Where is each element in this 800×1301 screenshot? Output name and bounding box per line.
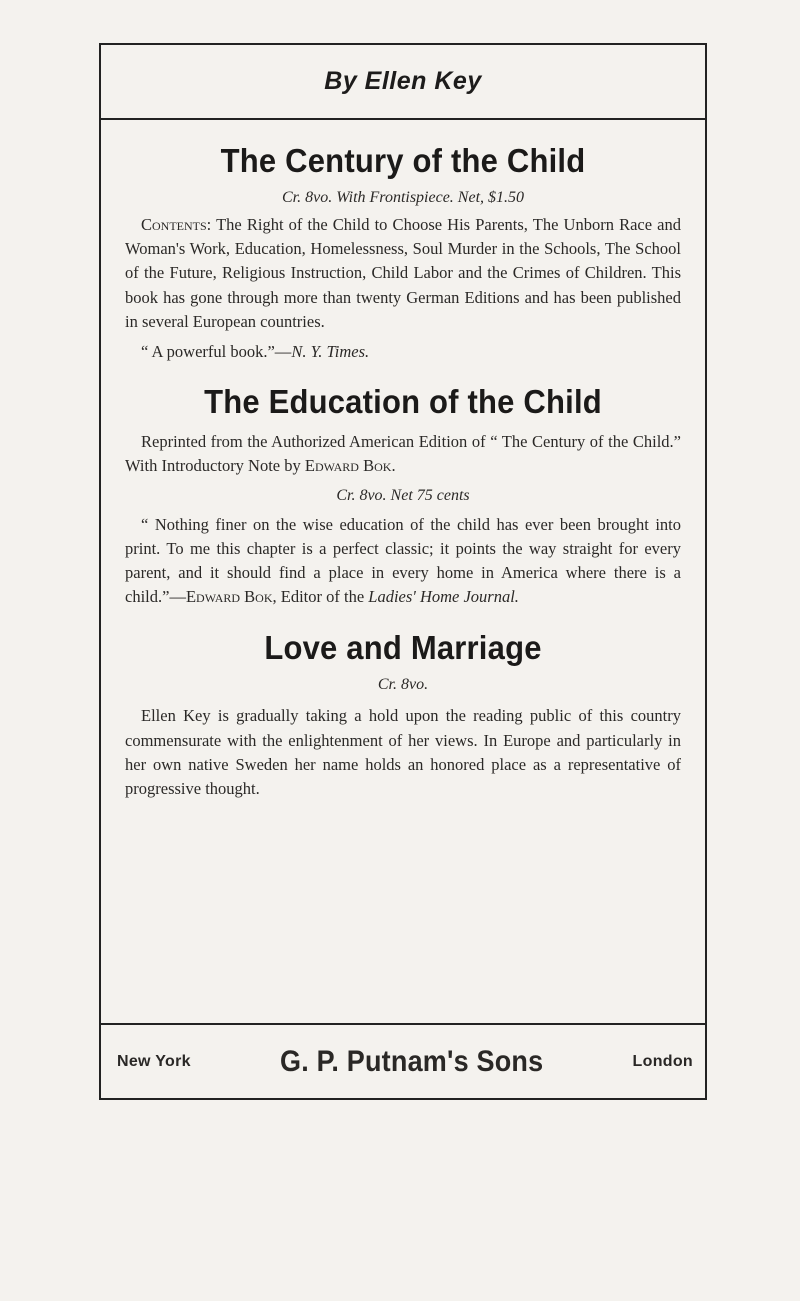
city-right: London bbox=[632, 1052, 693, 1070]
book-entry-love bbox=[125, 630, 681, 801]
book-description: Reprinted from the Authorized American Edition of “ The Century of the Child.” With Introductory Note by Edward Bok. bbox=[125, 432, 681, 476]
review-quote: “ A powerful book.”— bbox=[141, 342, 292, 362]
publisher-name: G. P. Putnam's Sons bbox=[280, 1044, 544, 1078]
book-list bbox=[101, 143, 705, 801]
description-text: Reprinted from the Authorized American Edition of “ The Century of the Child.” With Introductory Note by bbox=[125, 432, 681, 476]
advertisement-page bbox=[99, 43, 707, 1100]
note-author: Edward Bok bbox=[304, 456, 392, 476]
review-source: Ladies' Home Journal. bbox=[368, 587, 519, 607]
review-role: , Editor of the bbox=[272, 587, 369, 607]
book-description: Ellen Key is gradually taking a hold upon the reading public of this country commensurate with the enlightenment of her views. In Europe and particularly in her own native Sweden her name holds an honored place as a representative of progressive thought. bbox=[125, 706, 681, 799]
review-quote: “ Nothing finer on the wise education of the child has ever been brought into print. To me this chapter is a perfect classic; it points the way straight for every parent, and it should find a place in every home in America where there is a child.”— bbox=[125, 514, 681, 607]
book-meta: Cr. 8vo. With Frontispiece. Net, $1.50 bbox=[281, 189, 525, 206]
book-entry-century bbox=[125, 143, 681, 364]
book-entry-education bbox=[125, 384, 681, 609]
contents-text: : The Right of the Child to Choose His Parents, The Unborn Race and Woman's Work, Education, Homelessness, Soul Murder in the Schools, The School of the Future, Religious Instruction, Child Labor and the Crimes of Children. This book has gone through more than twenty German Editions and has been published in several European countries. bbox=[125, 215, 681, 331]
book-title: The Century of the Child bbox=[220, 141, 586, 180]
author-heading: By Ellen Key bbox=[324, 67, 482, 95]
publisher-footer bbox=[101, 1023, 705, 1098]
book-title: The Education of the Child bbox=[204, 382, 602, 421]
review-source: N. Y. Times. bbox=[291, 342, 370, 362]
book-contents bbox=[125, 213, 681, 334]
book-meta: Cr. 8vo. Net 75 cents bbox=[336, 486, 470, 504]
contents-label: Contents bbox=[141, 215, 207, 234]
book-review bbox=[125, 513, 681, 610]
book-title: Love and Marriage bbox=[264, 628, 542, 667]
book-meta: Cr. 8vo. bbox=[377, 676, 429, 694]
header bbox=[101, 45, 705, 120]
city-left: New York bbox=[117, 1052, 191, 1070]
book-review bbox=[125, 340, 681, 364]
review-author: Edward Bok bbox=[185, 587, 273, 607]
